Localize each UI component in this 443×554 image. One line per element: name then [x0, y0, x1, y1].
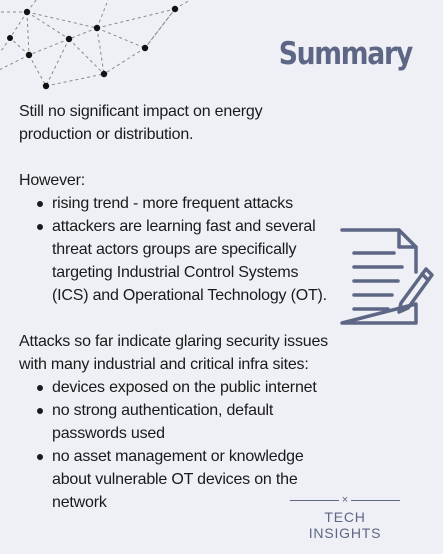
page-title: Summary: [278, 36, 412, 72]
brand-logo: [290, 494, 400, 541]
list-item: no strong authentication, default passwords used: [33, 399, 334, 445]
network-graph-icon: [0, 0, 190, 95]
list-item: no asset management or knowledge about vulnerable OT devices on the network: [33, 445, 334, 514]
list-item: attackers are learning fast and several threat actors groups are specifically targeting Industrial Control Systems (ICS) and Operational Technology (OT).: [33, 215, 334, 307]
brand-divider-mark: ×: [341, 494, 349, 506]
brand-divider: [290, 494, 400, 506]
however-label: However:: [19, 172, 85, 189]
issues-intro-text: Attacks so far indicate glaring security issues with many industrial and critical infra sites:: [19, 333, 328, 373]
intro-text: Still no significant impact on energy production or distribution.: [19, 103, 263, 143]
issue-list: [19, 376, 334, 514]
document-pencil-icon: [336, 226, 434, 328]
list-item: devices exposed on the public internet: [33, 376, 334, 399]
list-item: rising trend - more frequent attacks: [33, 192, 334, 215]
summary-content: [19, 100, 334, 514]
trend-list: [19, 192, 334, 307]
brand-name: TECH INSIGHTS: [308, 509, 382, 541]
